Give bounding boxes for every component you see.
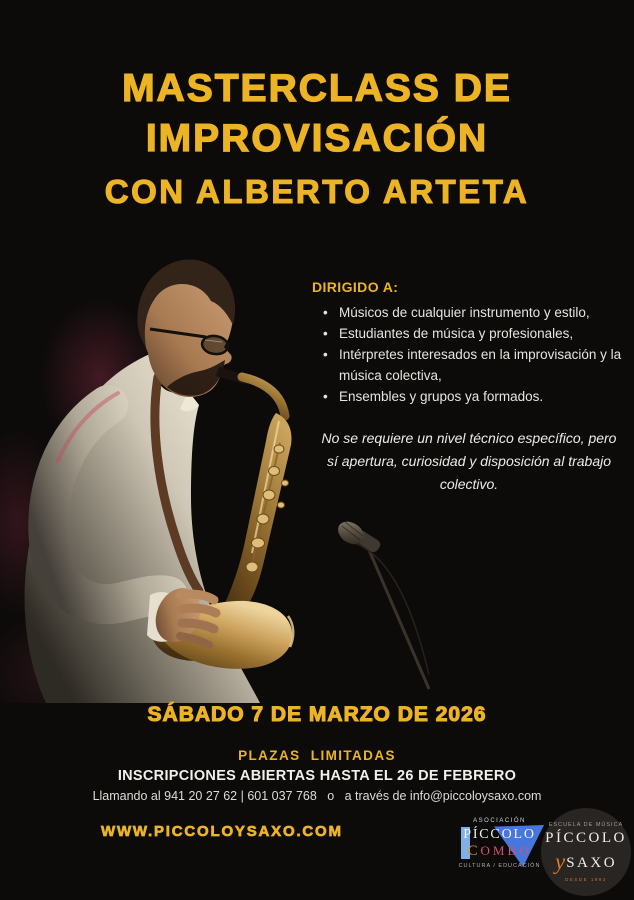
audience-heading: DIRIGIDO A: [312, 279, 399, 295]
combo-piccolo-wordmark: PÍCCOLO [463, 827, 536, 842]
event-date: SÁBADO 7 DE MARZO DE 2026 [147, 703, 487, 726]
saxo-wordmark: SAXO [566, 855, 618, 871]
contact-line: Llamando al 941 20 27 62 | 601 037 768 o a través de info@piccoloysaxo.com [92, 789, 542, 803]
logo-piccolo-saxo [541, 808, 631, 896]
audience-section [312, 279, 626, 495]
saxo-connector-y: y [554, 849, 566, 874]
title-line-3: CON ALBERTO ARTETA [104, 173, 530, 210]
website-link[interactable]: WWW.PICCOLOYSAXO.COM [100, 823, 343, 840]
association-label: ASOCIACIÓN [473, 818, 526, 824]
combo-wordmark [467, 843, 531, 860]
saxo-wordmark-row [555, 847, 617, 873]
audience-item: • Estudiantes de música y profesionales, [312, 323, 626, 344]
title-line-2: IMPROVISACIÓN [145, 117, 489, 160]
audience-item: • Músicos de cualquier instrumento y estilo, [312, 302, 626, 323]
audience-item: • Ensembles y grupos ya formados. [312, 386, 626, 407]
microphone [334, 517, 429, 689]
audience-note: No se requiere un nivel técnico específico, pero sí apertura, curiosidad y disposición al trabajo colectivo. [321, 430, 617, 492]
audience-list [312, 302, 626, 407]
capacity-note: PLAZAS LIMITADAS [238, 748, 396, 763]
combo-initial-letter: C [467, 843, 481, 859]
title-line-1: MASTERCLASS DE [122, 67, 512, 110]
saxo-piccolo-wordmark: PÍCCOLO [545, 830, 627, 846]
audience-item: • Intérpretes interesados en la improvisación y la música colectiva, [312, 344, 626, 386]
registration-deadline: INSCRIPCIONES ABIERTAS HASTA EL 26 DE FEBRERO [117, 768, 517, 784]
school-label: ESCUELA DE MÚSICA [548, 822, 624, 828]
since-label: DESDE 1992 [565, 877, 607, 882]
combo-tagline: CULTURA / EDUCACIÓN [458, 863, 541, 869]
logo-piccolo-combo [451, 814, 548, 884]
combo-rest-letters: OMBO [480, 843, 532, 858]
title-block [0, 64, 634, 214]
